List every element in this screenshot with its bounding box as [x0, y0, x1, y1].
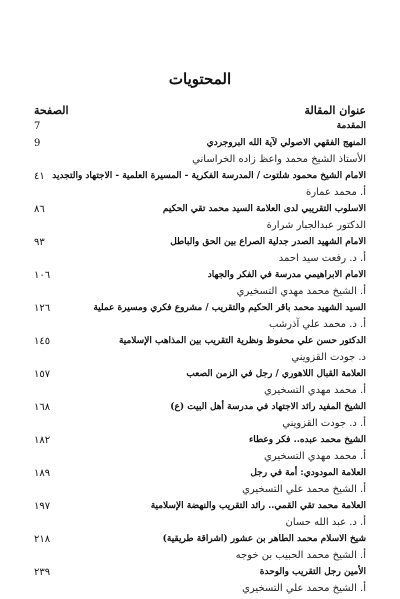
- toc-entry: [0, 401, 400, 418]
- toc-list: [0, 120, 400, 599]
- toc-entry: [0, 236, 400, 253]
- entry-author: [0, 219, 400, 236]
- toc-entry: [0, 269, 400, 286]
- entry-author: [0, 285, 400, 302]
- author-name: الأستاذ الشيخ محمد واعظ زاده الخراساني: [192, 154, 366, 165]
- entry-title: السيد الشهيد محمد باقر الحكيم والتقريب / مشروع فكري ومسيرة عملية: [93, 302, 366, 313]
- entry-title: العلامة القبال اللاهوري / رجل في الزمن الصعب: [186, 368, 366, 379]
- entry-title: الامام الشيخ محمود شلتوت / المدرسة الفكرية - المسيرة العلمية - الاجتهاد والتجديد: [52, 170, 366, 181]
- entry-author: [0, 252, 400, 269]
- toc-entry: [0, 500, 400, 517]
- toc-entry: [0, 335, 400, 352]
- entry-author: [0, 153, 400, 170]
- entry-title: الأمين رجل التقريب والوحدة: [259, 566, 366, 577]
- entry-title: الدكتور حسن علي محفوظ ونظرية التقريب بين المذاهب الإسلامية: [118, 335, 366, 346]
- author-name: أ. الشيخ محمد الحبيب بن خوجه: [235, 550, 366, 561]
- entry-author: [0, 516, 400, 533]
- author-name: أ. الشيخ محمد مهدي التسخيري: [236, 286, 366, 297]
- entry-author: [0, 186, 400, 203]
- entry-title: المنهج الفقهي الاصولي لآية الله البروجردي: [206, 137, 366, 148]
- author-name: أ. د. عبد الله حسان: [285, 517, 366, 528]
- entry-title: الامام الشهيد الصدر جدلية الصراع بين الحق والباطل: [170, 236, 366, 247]
- toc-entry: [0, 533, 400, 550]
- entry-author: [0, 417, 400, 434]
- entry-author: [0, 450, 400, 467]
- toc-entry: [0, 434, 400, 451]
- author-name: أ. محمد مهدي التسخيري: [264, 385, 366, 396]
- entry-page-number: 7: [34, 121, 41, 132]
- entry-title: الشيخ محمد عبده.. فكر وعطاء: [249, 434, 366, 445]
- entry-author: [0, 384, 400, 401]
- entry-title: شيخ الاسلام محمد الطاهر بن عشور (اشراقة طريقية): [162, 533, 366, 544]
- entry-page-number: ١٥٧: [34, 368, 51, 380]
- author-name: أ. الشيخ محمد علي التسخيري: [242, 583, 366, 594]
- toc-entry: [0, 170, 400, 187]
- entry-author: [0, 549, 400, 566]
- column-header-title: عنوان المقالة: [304, 104, 366, 117]
- toc-entry: [0, 467, 400, 484]
- author-name: أ. د. رفعت سيد احمد: [278, 253, 366, 264]
- toc-entry: [0, 566, 400, 583]
- entry-page-number: ١٠٦: [34, 269, 51, 281]
- entry-page-number: ٨٦: [34, 203, 45, 215]
- entry-page-number: ١٢٦: [34, 302, 51, 314]
- entry-author: [0, 351, 400, 368]
- author-name: أ. محمد مهدي التسخيري: [264, 451, 366, 462]
- entry-author: [0, 318, 400, 335]
- entry-page-number: ١٦٨: [34, 401, 51, 413]
- column-header-page: الصفحة: [34, 104, 69, 117]
- entry-title: العلامة المودودي: أمة في رجل: [250, 467, 366, 478]
- toc-entry: [0, 368, 400, 385]
- entry-page-number: ١٨٩: [34, 467, 51, 479]
- toc-entry: [0, 302, 400, 319]
- author-name: الدكتور عبدالجبار شرارة: [266, 220, 366, 231]
- author-name: أ. د. جودت القزويني: [282, 418, 366, 429]
- entry-title: الشيخ المفيد رائد الاجتهاد في مدرسة أهل البيت (ع): [170, 401, 366, 412]
- entry-author: [0, 582, 400, 599]
- entry-page-number: ٢١٨: [34, 533, 51, 545]
- entry-page-number: ١٤٥: [34, 335, 51, 347]
- entry-page-number: ١٨٢: [34, 434, 51, 446]
- author-name: د. جودت القزويني: [291, 352, 366, 363]
- page-title: المحتويات: [168, 70, 232, 88]
- entry-title: المقدمة: [336, 121, 366, 131]
- entry-page-number: 9: [34, 137, 41, 149]
- author-name: أ. د. محمد علي آذرشب: [268, 319, 366, 330]
- entry-page-number: ٢٣٩: [34, 566, 51, 578]
- entry-title: الامام الابراهيمي مدرسة في الفكر والجهاد: [207, 269, 366, 280]
- entry-page-number: ٩٣: [34, 236, 45, 248]
- entry-page-number: ١٩٧: [34, 500, 51, 512]
- entry-author: [0, 483, 400, 500]
- author-name: أ. محمد عمارة: [305, 187, 366, 198]
- toc-entry: [0, 203, 400, 220]
- toc-entry: [0, 137, 400, 154]
- entry-title: الاسلوب التقريبي لدى العلامة السيد محمد تقي الحكيم: [162, 203, 366, 214]
- entry-page-number: ٤١: [34, 170, 45, 182]
- entry-title: العلامة محمد تقي القمي.. رائد التقريب والنهضة الإسلامية: [150, 500, 366, 511]
- author-name: أ. الشيخ محمد علي التسخيري: [242, 484, 366, 495]
- toc-entry: [0, 120, 400, 137]
